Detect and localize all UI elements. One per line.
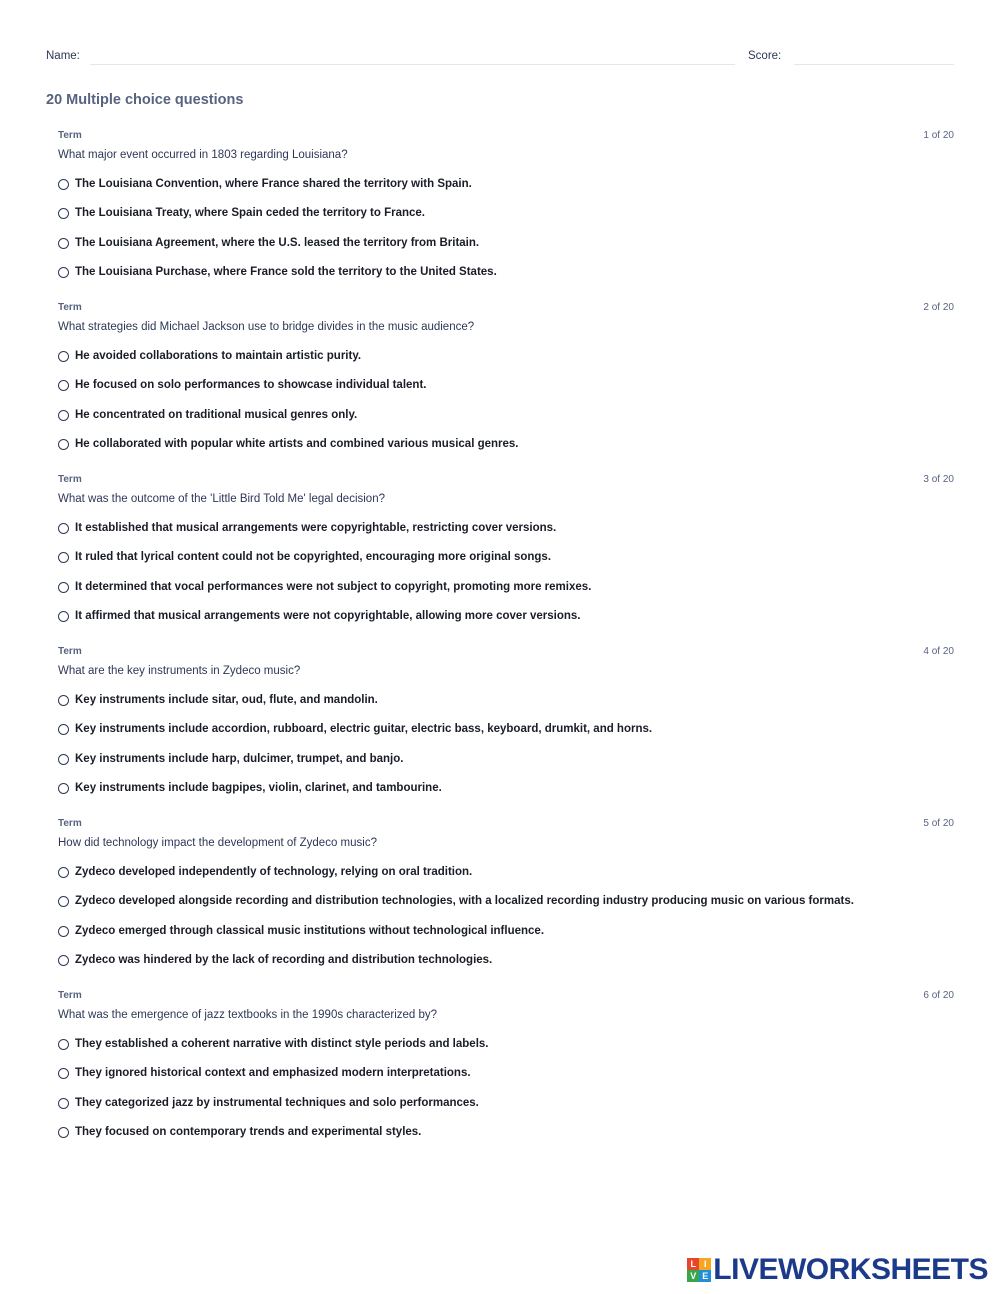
- answer-options: [58, 1038, 954, 1156]
- answer-option-label[interactable]: Key instruments include bagpipes, violin, clarinet, and tambourine.: [75, 782, 442, 795]
- radio-button-icon[interactable]: [58, 410, 69, 421]
- radio-button-icon[interactable]: [58, 208, 69, 219]
- question-counter: 5 of 20: [923, 818, 954, 829]
- logo-tile: I: [699, 1258, 711, 1270]
- radio-button-icon[interactable]: [58, 611, 69, 622]
- question-block: [58, 472, 954, 644]
- question-counter: 6 of 20: [923, 990, 954, 1001]
- radio-button-icon[interactable]: [58, 955, 69, 966]
- radio-button-icon[interactable]: [58, 523, 69, 534]
- answer-option-label[interactable]: He focused on solo performances to showcase individual talent.: [75, 379, 427, 392]
- score-label: Score:: [748, 50, 782, 62]
- answer-option-label[interactable]: They ignored historical context and emphasized modern interpretations.: [75, 1067, 471, 1080]
- answer-option[interactable]: [58, 723, 954, 752]
- answer-option-label[interactable]: Zydeco emerged through classical music institutions without technological influence.: [75, 924, 545, 937]
- radio-button-icon[interactable]: [58, 351, 69, 362]
- question-text: What was the outcome of the 'Little Bird Told Me' legal decision?: [58, 493, 385, 505]
- question-term-label: Term: [58, 302, 82, 313]
- answer-option[interactable]: [58, 438, 954, 467]
- radio-button-icon[interactable]: [58, 1039, 69, 1050]
- question-counter: 1 of 20: [923, 130, 954, 141]
- answer-option-label[interactable]: Zydeco developed alongside recording and distribution technologies, with a localized recording industry producing music on various formats.: [75, 895, 854, 908]
- answer-option[interactable]: [58, 350, 954, 379]
- answer-option[interactable]: [58, 581, 954, 610]
- answer-option-label[interactable]: They focused on contemporary trends and experimental styles.: [75, 1126, 422, 1139]
- question-text: What was the emergence of jazz textbooks in the 1990s characterized by?: [58, 1009, 438, 1021]
- name-field[interactable]: [90, 64, 735, 65]
- answer-option-label[interactable]: Key instruments include sitar, oud, flute, and mandolin.: [75, 694, 378, 706]
- answer-option-label[interactable]: The Louisiana Convention, where France shared the territory with Spain.: [75, 178, 472, 190]
- question-text: What strategies did Michael Jackson use to bridge divides in the music audience?: [58, 321, 475, 333]
- answer-options: [58, 866, 954, 984]
- logo-tile: E: [699, 1270, 711, 1282]
- question-counter: 3 of 20: [923, 474, 954, 485]
- answer-option[interactable]: [58, 1126, 954, 1155]
- radio-button-icon[interactable]: [58, 267, 69, 278]
- question-block: [58, 300, 954, 472]
- answer-option-label[interactable]: It determined that vocal performances were not subject to copyright, promoting more remixes.: [75, 580, 592, 593]
- radio-button-icon[interactable]: [58, 582, 69, 593]
- question-term-label: Term: [58, 818, 82, 829]
- radio-button-icon[interactable]: [58, 926, 69, 937]
- answer-option[interactable]: [58, 610, 954, 639]
- radio-button-icon[interactable]: [58, 238, 69, 249]
- answer-option[interactable]: [58, 178, 954, 207]
- answer-option-label[interactable]: Key instruments include accordion, rubboard, electric guitar, electric bass, keyboard, drumkit, and horns.: [75, 723, 653, 736]
- radio-button-icon[interactable]: [58, 1098, 69, 1109]
- radio-button-icon[interactable]: [58, 724, 69, 735]
- answer-option-label[interactable]: The Louisiana Agreement, where the U.S. leased the territory from Britain.: [75, 236, 480, 249]
- answer-option-label[interactable]: He avoided collaborations to maintain artistic purity.: [75, 350, 362, 362]
- answer-option[interactable]: [58, 551, 954, 580]
- answer-option[interactable]: [58, 954, 954, 983]
- answer-option-label[interactable]: They categorized jazz by instrumental techniques and solo performances.: [75, 1096, 479, 1109]
- answer-option-label[interactable]: He concentrated on traditional musical genres only.: [75, 408, 358, 421]
- answer-option-label[interactable]: Zydeco was hindered by the lack of recording and distribution technologies.: [75, 954, 493, 967]
- question-counter: 4 of 20: [923, 646, 954, 657]
- brand-logo: [687, 1254, 988, 1286]
- answer-option[interactable]: [58, 409, 954, 438]
- radio-button-icon[interactable]: [58, 695, 69, 706]
- answer-option[interactable]: [58, 266, 954, 295]
- answer-option-label[interactable]: It ruled that lyrical content could not be copyrighted, encouraging more original songs.: [75, 551, 552, 564]
- logo-tile: L: [687, 1258, 699, 1270]
- answer-option[interactable]: [58, 237, 954, 266]
- answer-option[interactable]: [58, 522, 954, 551]
- answer-option-label[interactable]: They established a coherent narrative with distinct style periods and labels.: [75, 1038, 489, 1050]
- radio-button-icon[interactable]: [58, 439, 69, 450]
- radio-button-icon[interactable]: [58, 783, 69, 794]
- answer-option-label[interactable]: It affirmed that musical arrangements were not copyrightable, allowing more cover versions.: [75, 610, 581, 623]
- score-field[interactable]: [794, 64, 954, 65]
- answer-option-label[interactable]: Key instruments include harp, dulcimer, trumpet, and banjo.: [75, 752, 404, 765]
- answer-option[interactable]: [58, 694, 954, 723]
- radio-button-icon[interactable]: [58, 1068, 69, 1079]
- radio-button-icon[interactable]: [58, 867, 69, 878]
- radio-button-icon[interactable]: [58, 380, 69, 391]
- answer-option-label[interactable]: He collaborated with popular white artists and combined various musical genres.: [75, 438, 519, 451]
- question-term-label: Term: [58, 474, 82, 485]
- answer-options: [58, 178, 954, 296]
- radio-button-icon[interactable]: [58, 552, 69, 563]
- answer-options: [58, 694, 954, 812]
- answer-option[interactable]: [58, 753, 954, 782]
- answer-option[interactable]: [58, 1038, 954, 1067]
- radio-button-icon[interactable]: [58, 754, 69, 765]
- question-term-label: Term: [58, 646, 82, 657]
- question-text: How did technology impact the development of Zydeco music?: [58, 837, 377, 849]
- question-block: [58, 816, 954, 988]
- radio-button-icon[interactable]: [58, 896, 69, 907]
- answer-option[interactable]: [58, 1097, 954, 1126]
- radio-button-icon[interactable]: [58, 179, 69, 190]
- brand-name: LIVEWORKSHEETS: [713, 1253, 988, 1286]
- page-title: 20 Multiple choice questions: [46, 92, 244, 108]
- answer-options: [58, 350, 954, 468]
- question-text: What are the key instruments in Zydeco music?: [58, 665, 301, 677]
- logo-tile: V: [687, 1270, 699, 1282]
- answer-option[interactable]: [58, 1067, 954, 1096]
- question-block: [58, 128, 954, 300]
- question-text: What major event occurred in 1803 regarding Louisiana?: [58, 149, 348, 161]
- answer-option-label[interactable]: The Louisiana Purchase, where France sold the territory to the United States.: [75, 266, 497, 279]
- question-term-label: Term: [58, 130, 82, 141]
- question-block: [58, 644, 954, 816]
- question-block: [58, 988, 954, 1160]
- answer-option-label[interactable]: Zydeco developed independently of technology, relying on oral tradition.: [75, 866, 473, 878]
- question-counter: 2 of 20: [923, 302, 954, 313]
- answer-option[interactable]: [58, 207, 954, 236]
- liveworksheets-logo-icon: [687, 1258, 711, 1282]
- answer-option[interactable]: [58, 895, 954, 924]
- answer-options: [58, 522, 954, 640]
- question-term-label: Term: [58, 990, 82, 1001]
- answer-option[interactable]: [58, 925, 954, 954]
- answer-option-label[interactable]: It established that musical arrangements were copyrightable, restricting cover versions.: [75, 522, 557, 534]
- answer-option[interactable]: [58, 379, 954, 408]
- name-label: Name:: [46, 50, 80, 62]
- answer-option[interactable]: [58, 782, 954, 811]
- question-list: [58, 128, 954, 1160]
- worksheet-header: [46, 48, 954, 66]
- answer-option[interactable]: [58, 866, 954, 895]
- answer-option-label[interactable]: The Louisiana Treaty, where Spain ceded the territory to France.: [75, 207, 425, 220]
- radio-button-icon[interactable]: [58, 1127, 69, 1138]
